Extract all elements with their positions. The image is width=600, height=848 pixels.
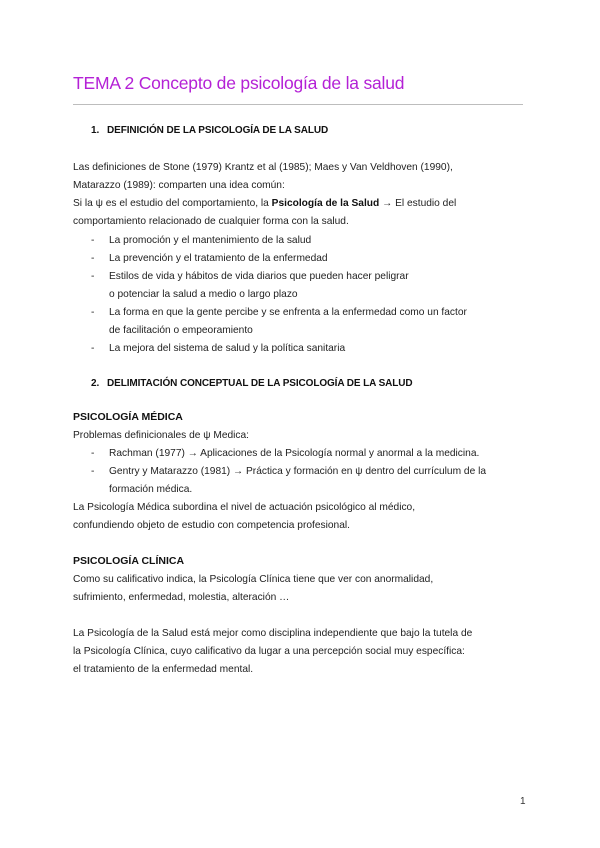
psicologia-medica-heading: PSICOLOGÍA MÉDICA (73, 411, 183, 423)
psicologia-medica-conclusion: La Psicología Médica subordina el nivel de actuación psicológico al médico, confundiendo objeto de estudio con competencia profesional. (73, 502, 416, 531)
list-item: - La mejora del sistema de salud y la política sanitaria (91, 340, 467, 358)
list-item: - La forma en que la gente percibe y se enfrenta a la enfermedad como un factor de facilitación o empeoramiento (91, 304, 467, 340)
psicologia-medica-intro: Problemas definicionales de ψ Medica: (73, 430, 250, 441)
section-1-definition-line (73, 195, 456, 213)
definition-term: Psicología de la Salud (271, 198, 380, 209)
definition-pre: Si la ψ es el estudio del comportamiento, la (73, 198, 272, 209)
psicologia-medica-list (91, 445, 486, 499)
psicologia-clinica-text: Como su calificativo indica, la Psicología Clínica tiene que ver con anormalidad, sufrimiento, enfermedad, molestia, alteración … (73, 574, 434, 603)
list-item: - Gentry y Matarazzo (1981) → Práctica y formación en ψ dentro del currículum de la formación médica. (91, 463, 486, 499)
page-number: 1 (520, 796, 526, 807)
list-item: - La prevención y el tratamiento de la enfermedad (91, 250, 467, 268)
section-1-intro (73, 159, 456, 231)
section-1-definition-line: comportamiento relacionado de cualquier forma con la salud. (73, 216, 349, 227)
section-1-title: DEFINICIÓN DE LA PSICOLOGÍA DE LA SALUD (107, 125, 329, 136)
closing-paragraph: La Psicología de la Salud está mejor como disciplina independiente que bajo la tutela de la Psicología Clínica, cuyo calificativo da lugar a una percepción social muy específica: el tratamiento de la enfermedad mental. (73, 628, 473, 675)
list-item: - Rachman (1977) → Aplicaciones de la Psicología normal y anormal a la medicina. (91, 445, 486, 463)
definition-post: → El estudio del (379, 198, 457, 209)
section-1-heading (91, 125, 328, 136)
section-2-title: DELIMITACIÓN CONCEPTUAL DE LA PSICOLOGÍA DE LA SALUD (107, 378, 413, 389)
list-item: - La promoción y el mantenimiento de la salud (91, 232, 467, 250)
list-item: - Estilos de vida y hábitos de vida diarios que pueden hacer peligrar o potenciar la salud a medio o largo plazo (91, 268, 467, 304)
section-1-intro-line: Las definiciones de Stone (1979) Krantz et al (1985); Maes y Van Veldhoven (1990), (73, 162, 453, 173)
section-1-intro-line: Matarazzo (1989): comparten una idea común: (73, 180, 285, 191)
psicologia-clinica-heading: PSICOLOGÍA CLÍNICA (73, 555, 185, 567)
section-1-list (91, 232, 467, 358)
section-2-heading (91, 378, 413, 389)
section-2-number: 2. (91, 378, 100, 389)
document-title: TEMA 2 Concepto de psicología de la salud (73, 73, 405, 93)
title-divider (73, 104, 523, 105)
section-1-number: 1. (91, 125, 100, 136)
